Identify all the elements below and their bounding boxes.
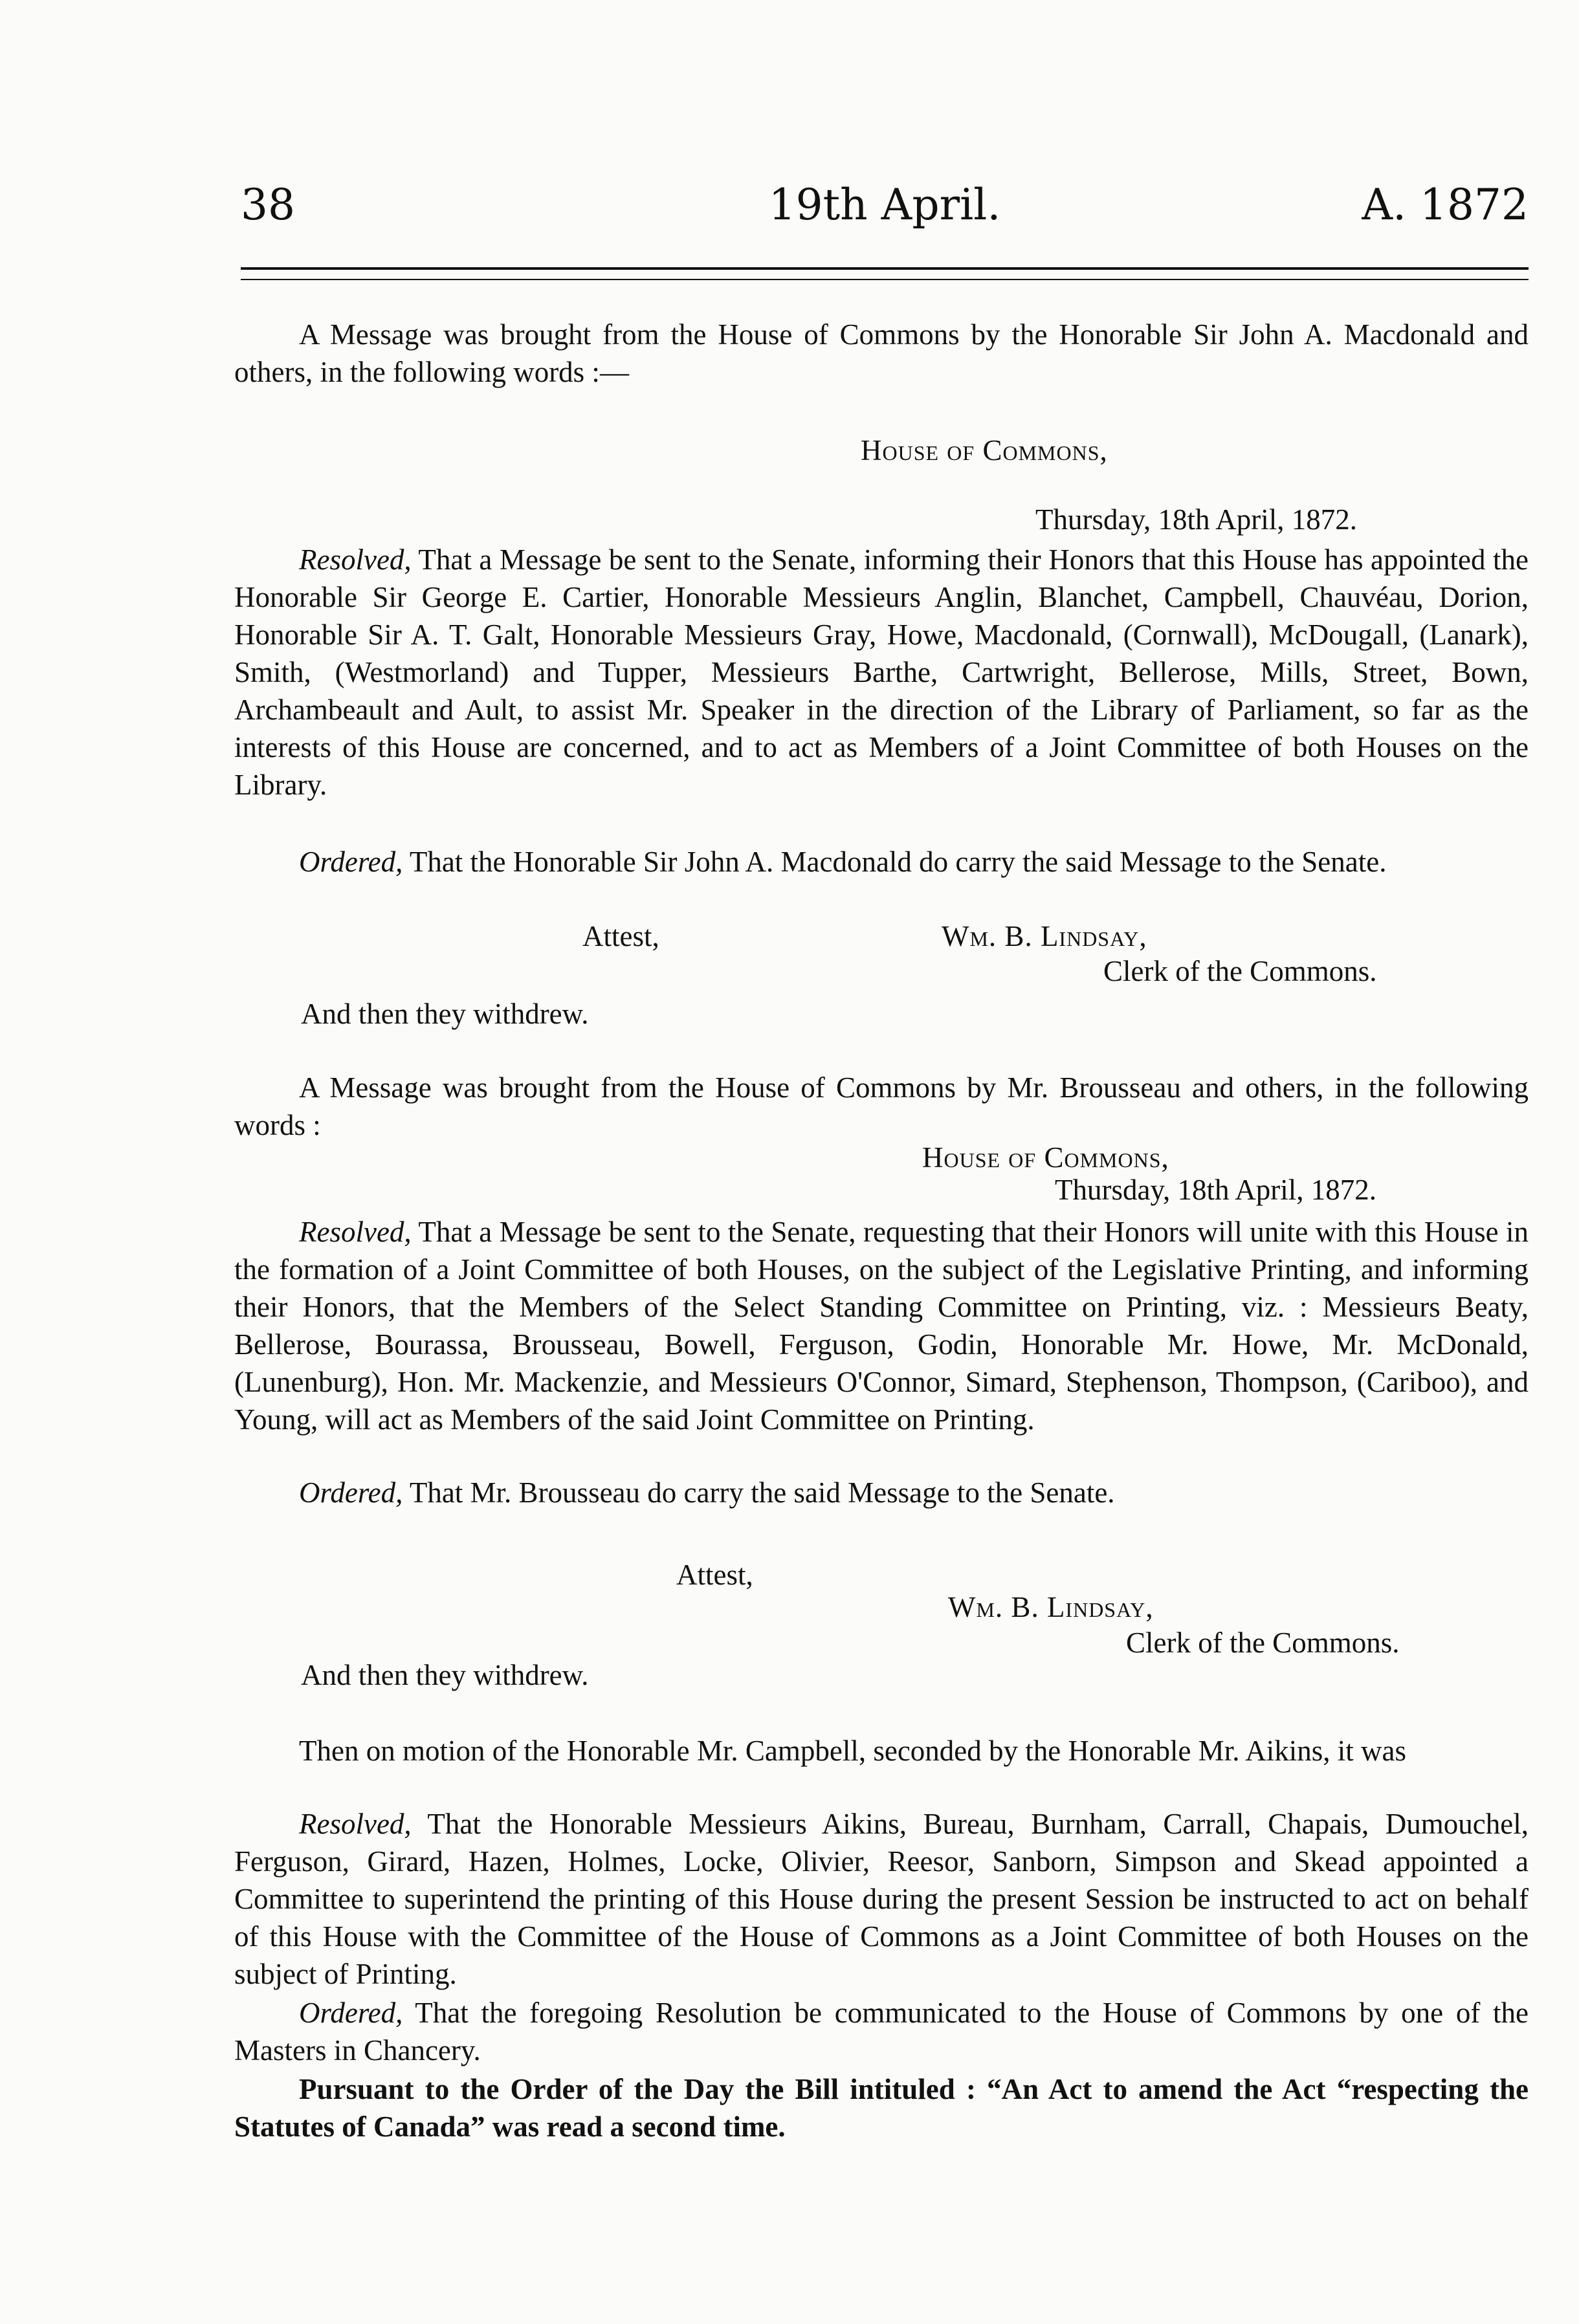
motion-ordered [234, 1994, 1529, 2069]
message1-signatory-title: Clerk of the Commons. [1103, 955, 1377, 987]
message1-resolved-text: That a Message be sent to the Senate, informing their Honors that this House has appointed the Honorable Sir George E. Cartier, Honorable Messieurs Anglin, Blanchet, Campbell, Chauvéau, Dorion, Honorable Sir A. T. Galt, Honorable Messieurs Gray, Howe, Macdonald, (Cornwall), McDougall, (Lanark), Smith, (Westmorland) and Tupper, Messieurs Barthe, Cartwright, Bellerose, Mills, Street, Bown, Archambeault and Ault, to assist Mr. Speaker in the direction of the Library of Parliament, so far as the interests of this House are concerned, and to act as Members of a Joint Committee of both Houses on the Library. [234, 543, 1529, 801]
motion-resolved-text: That the Honorable Messieurs Aikins, Bureau, Burnham, Carrall, Chapais, Dumouchel, Ferguson, Girard, Hazen, Holmes, Locke, Olivier, Reesor, Sanborn, Simpson and Skead appointed a Committee to superintend the printing of this House during the present Session be instructed to act on behalf of this House with the Committee of the House of Commons as a Joint Committee of both Houses on the subject of Printing. [234, 1808, 1529, 1990]
message2-withdrew: And then they withdrew. [301, 1659, 589, 1691]
page-header [241, 180, 1529, 251]
motion-ordered-text: That the foregoing Resolution be communicated to the House of Commons by one of the Masters in Chancery. [234, 1997, 1529, 2066]
header-year: A. 1872 [1362, 180, 1529, 230]
message1-attest: Attest, [582, 920, 659, 952]
message2-resolved [234, 1213, 1529, 1438]
message1-heading: House of Commons, [861, 434, 1108, 466]
message1-ordered [234, 843, 1529, 881]
message2-resolved-text: That a Message be sent to the Senate, requesting that their Honors will unite with this House in the formation of a Joint Committee of both Houses, on the subject of the Legislative Printing, and informing their Honors, that the Members of the Select Standing Committee on Printing, viz. : Messieurs Beaty, Bellerose, Bourassa, Brousseau, Bowell, Ferguson, Godin, Honorable Mr. Howe, Mr. McDonald, (Lunenburg), Hon. Mr. Mackenzie, and Messieurs O'Connor, Simard, Stephenson, Thompson, (Cariboo), and Young, will act as Members of the said Joint Committee on Printing. [234, 1216, 1529, 1436]
bill-second-reading: Pursuant to the Order of the Day the Bill intituled : “An Act to amend the Act “respecting the Statutes of Canada” was read a second time. [234, 2073, 1529, 2143]
header-rule-thick [241, 267, 1529, 270]
message1-ordered-text: That the Honorable Sir John A. Macdonald do carry the said Message to the Senate. [409, 846, 1387, 878]
message2-signatory: Wm. B. Lindsay, [948, 1591, 1154, 1623]
header-date: 19th April. [768, 180, 1001, 230]
message1-withdrew: And then they withdrew. [301, 998, 589, 1030]
message1-ordered-label: Ordered, [299, 846, 403, 878]
message2-resolved-label: Resolved, [299, 1216, 412, 1248]
page-number: 38 [241, 180, 295, 230]
message2-date: Thursday, 18th April, 1872. [1055, 1174, 1377, 1206]
message1-signatory: Wm. B. Lindsay, [942, 920, 1147, 952]
motion-resolved-label: Resolved, [299, 1808, 412, 1840]
motion-intro: Then on motion of the Honorable Mr. Campbell, seconded by the Honorable Mr. Aikins, it was [299, 1735, 1406, 1767]
motion-resolved [234, 1805, 1529, 1993]
message1-intro: A Message was brought from the House of Commons by the Honorable Sir John A. Macdonald and others, in the following words :— [234, 318, 1529, 388]
header-rule-thin [241, 279, 1529, 280]
motion-ordered-label: Ordered, [299, 1997, 403, 2029]
message2-intro: A Message was brought from the House of Commons by Mr. Brousseau and others, in the following words : [234, 1071, 1529, 1141]
message2-signatory-title: Clerk of the Commons. [1126, 1627, 1400, 1659]
message1-date: Thursday, 18th April, 1872. [1035, 503, 1358, 536]
message2-attest: Attest, [676, 1559, 753, 1591]
message2-ordered-label: Ordered, [299, 1476, 403, 1509]
message1-resolved-label: Resolved, [299, 543, 412, 576]
message1-resolved [234, 541, 1529, 804]
message2-ordered [234, 1474, 1529, 1511]
message2-heading: House of Commons, [922, 1141, 1169, 1174]
message2-ordered-text: That Mr. Brousseau do carry the said Message to the Senate. [409, 1476, 1115, 1509]
